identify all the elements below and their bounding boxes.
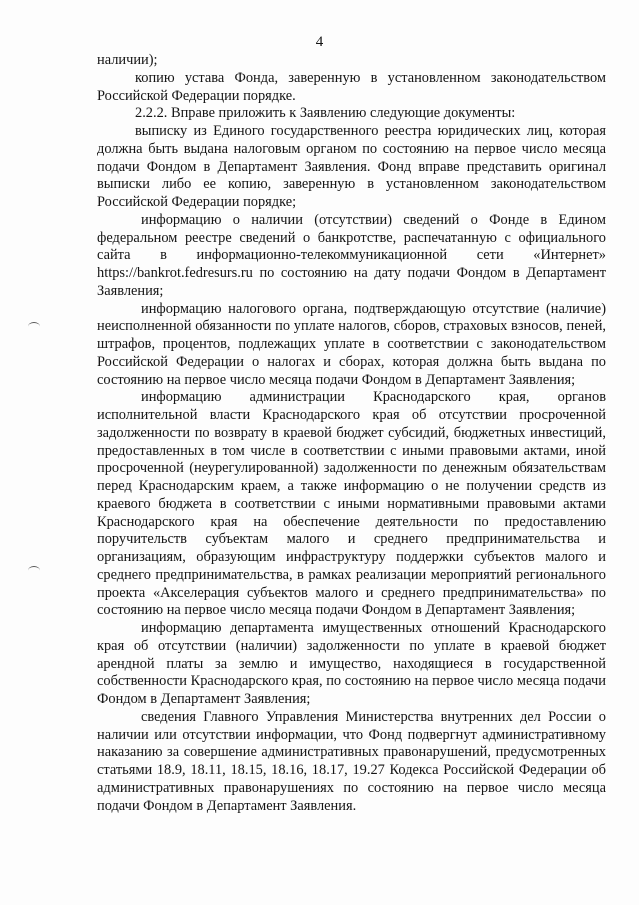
paragraph-regional-administration-info: информацию администрации Краснодарского края, органов исполнительной власти Краснодарского края об отсутствии просроченной задолженности по возврату в краевой бюджет субсидий, бюджетных инвестиций, предоставленных в том числе в соответствии с иными правовыми актами, иной просроченной (неурегулированной) задолженности по денежным обязательствам перед Краснодарским краем, а также информацию о не получении средств из краевого бюджета в соответствии с иными нормативными правовыми актами Краснодарского края на обеспечение деятельности по предоставлению поручительств субъектам малого и среднего предпринимательства и организациям, образующим инфраструктуру поддержки субъектов малого и среднего предпринимательства, в рамках реализации мероприятий регионального проекта «Акселерация субъектов малого и среднего предпринимательства» по состоянию на первое число месяца подачи Фондом в Департамент Заявления;: [97, 389, 606, 619]
punch-hole-mark: [28, 322, 40, 331]
punch-hole-mark: [28, 566, 40, 575]
paragraph-continuation: наличии);: [97, 52, 158, 68]
paragraph-bankruptcy-registry: информацию о наличии (отсутствии) сведений о Фонде в Едином федеральном реестре сведений о банкротстве, распечатанную с официального сайта в информационно-телекоммуникационной сети «Интернет» https://bankrot.fedresurs.ru по состоянию на дату подачи Фондом в Департамент Заявления;: [97, 211, 606, 299]
document-body: [97, 52, 606, 815]
paragraph-tax-authority-info: информацию налогового органа, подтверждающую отсутствие (наличие) неисполненной обязанности по уплате налогов, сборов, страховых взносов, пеней, штрафов, процентов, подлежащих уплате в соответствии с законодательством Российской Федерации о налогах и сборах, которая должна быть выдана по состоянию на первое число месяца подачи Фондом в Департамент Заявления;: [97, 300, 606, 388]
paragraph-egrul-extract: выписку из Единого государственного реестра юридических лиц, которая должна быть выдана налоговым органом по состоянию на первое число месяца подачи Фондом в Департамент Заявления. Фонд вправе представить оригинал выписки либо ее копию, заверенную в установленном законодательством Российской Федерации порядке;: [97, 123, 606, 210]
paragraph-section-2-2-2: 2.2.2. Вправе приложить к Заявлению следующие документы:: [135, 105, 516, 122]
page-number: 4: [315, 34, 324, 50]
paragraph-interior-ministry-info: сведения Главного Управления Министерства внутренних дел России о наличии или отсутствии информации, что Фонд подвергнут административному наказанию за совершение административных правонарушений, предусмотренных статьями 18.9, 18.11, 18.15, 18.16, 18.17, 19.27 Кодекса Российской Федерации об административных правонарушениях по состоянию на первое число месяца подачи Фондом в Департамент Заявления.: [97, 708, 606, 814]
paragraph-charter-copy: копию устава Фонда, заверенную в установленном законодательством Российской Федерации порядке.: [97, 69, 606, 104]
paragraph-property-department-info: информацию департамента имущественных отношений Краснодарского края об отсутствии (наличии) задолженности по уплате в краевой бюджет арендной платы за землю и имущество, находящиеся в государственной собственности Краснодарского края, по состоянию на первое число месяца подачи Фондом в Департамент Заявления;: [97, 620, 606, 707]
